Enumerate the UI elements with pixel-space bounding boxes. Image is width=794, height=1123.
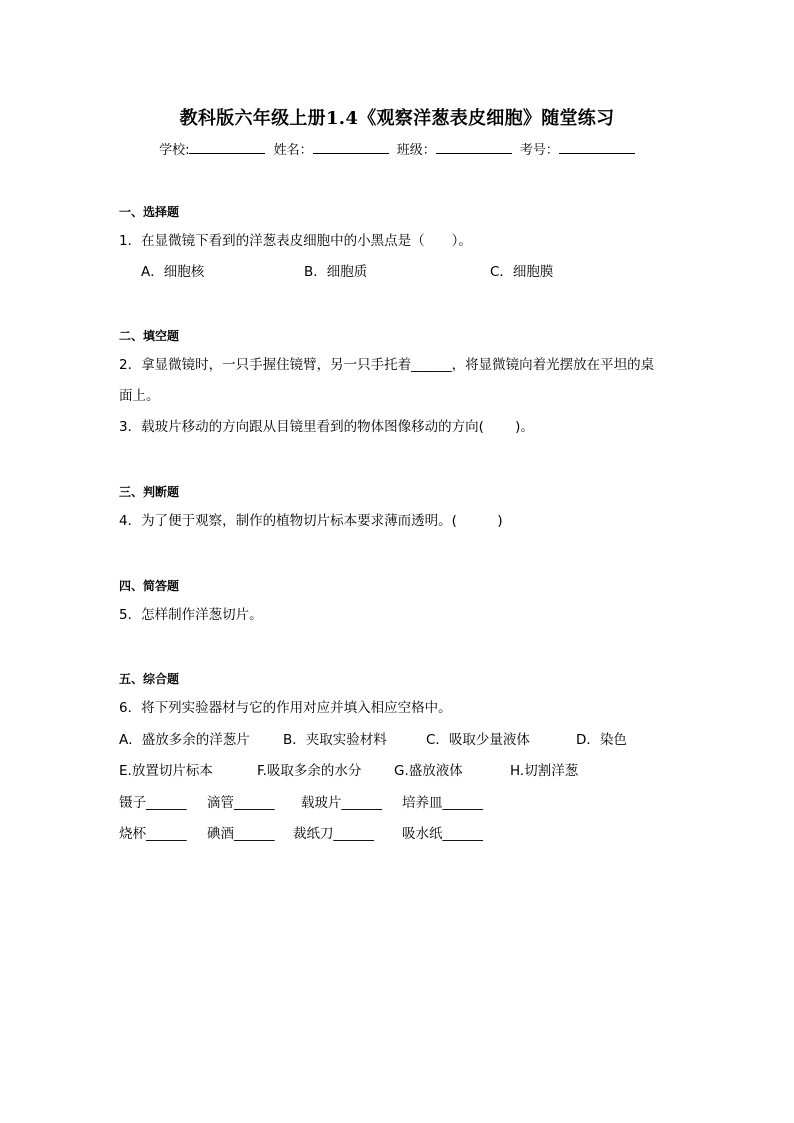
q6-blank-petri-dish[interactable]: 培养皿______ [402,795,483,811]
school-blank[interactable] [189,141,265,154]
q6-option-g: G.盛放液体 [394,763,463,779]
q6-option-c: C．吸取少量液体 [426,732,530,748]
q6-blank-absorbent-paper[interactable]: 吸水纸______ [402,826,483,842]
student-info-line [0,139,794,158]
q1-option-b: B．细胞质 [304,264,368,280]
school-label: 学校: [159,143,190,158]
q6-blank-dropper[interactable]: 滴管______ [207,795,275,811]
exam-number-label: 考号： [519,143,559,158]
question-5-stem: 5．怎样制作洋葱切片。 [119,607,263,623]
q1-option-a: A．细胞核 [141,264,205,280]
section-heading-comprehensive: 五、综合题 [119,672,180,686]
section-heading-short-answer: 四、简答题 [119,579,180,593]
q6-option-h: H.切割洋葱 [510,763,579,779]
question-3-stem: 3．载玻片移动的方向跟从目镜里看到的物体图像移动的方向( )。 [119,419,534,435]
exam-number-blank[interactable] [559,141,635,154]
page-title: 教科版六年级上册1.4《观察洋葱表皮细胞》随堂练习 [179,108,615,129]
q6-blank-beaker[interactable]: 烧杯______ [119,826,187,842]
q6-blank-slide[interactable]: 载玻片______ [301,795,382,811]
question-2-line-2: 面上。 [119,388,160,404]
section-heading-fill: 二、填空题 [119,329,180,343]
name-blank[interactable] [313,141,389,154]
q6-option-b: B．夹取实验材料 [283,732,387,748]
q6-option-e: E.放置切片标本 [119,763,213,779]
q6-blank-tweezers[interactable]: 镊子______ [119,795,187,811]
section-heading-judge: 三、判断题 [119,485,180,499]
class-blank[interactable] [436,141,512,154]
section-heading-choice: 一、选择题 [119,205,180,219]
q6-blank-iodine[interactable]: 碘酒______ [207,826,275,842]
question-6-stem: 6．将下列实验器材与它的作用对应并填入相应空格中。 [119,700,452,716]
q6-option-d: D．染色 [576,732,627,748]
question-2-line-1: 2．拿显微镜时，一只手握住镜臂，另一只手托着______，将显微镜向着光摆放在平坦的桌 [119,357,655,373]
name-label: 姓名： [273,143,313,158]
question-1-stem: 1．在显微镜下看到的洋葱表皮细胞中的小黑点是（ ）。 [119,233,472,249]
q6-blank-paper-knife[interactable]: 裁纸刀______ [293,826,374,842]
q6-option-a: A．盛放多余的洋葱片 [119,732,250,748]
q1-option-c: C．细胞膜 [490,264,554,280]
question-4-stem: 4．为了便于观察，制作的植物切片标本要求薄而透明。( ) [119,513,503,529]
q6-option-f: F.吸取多余的水分 [257,763,362,779]
class-label: 班级： [396,143,436,158]
